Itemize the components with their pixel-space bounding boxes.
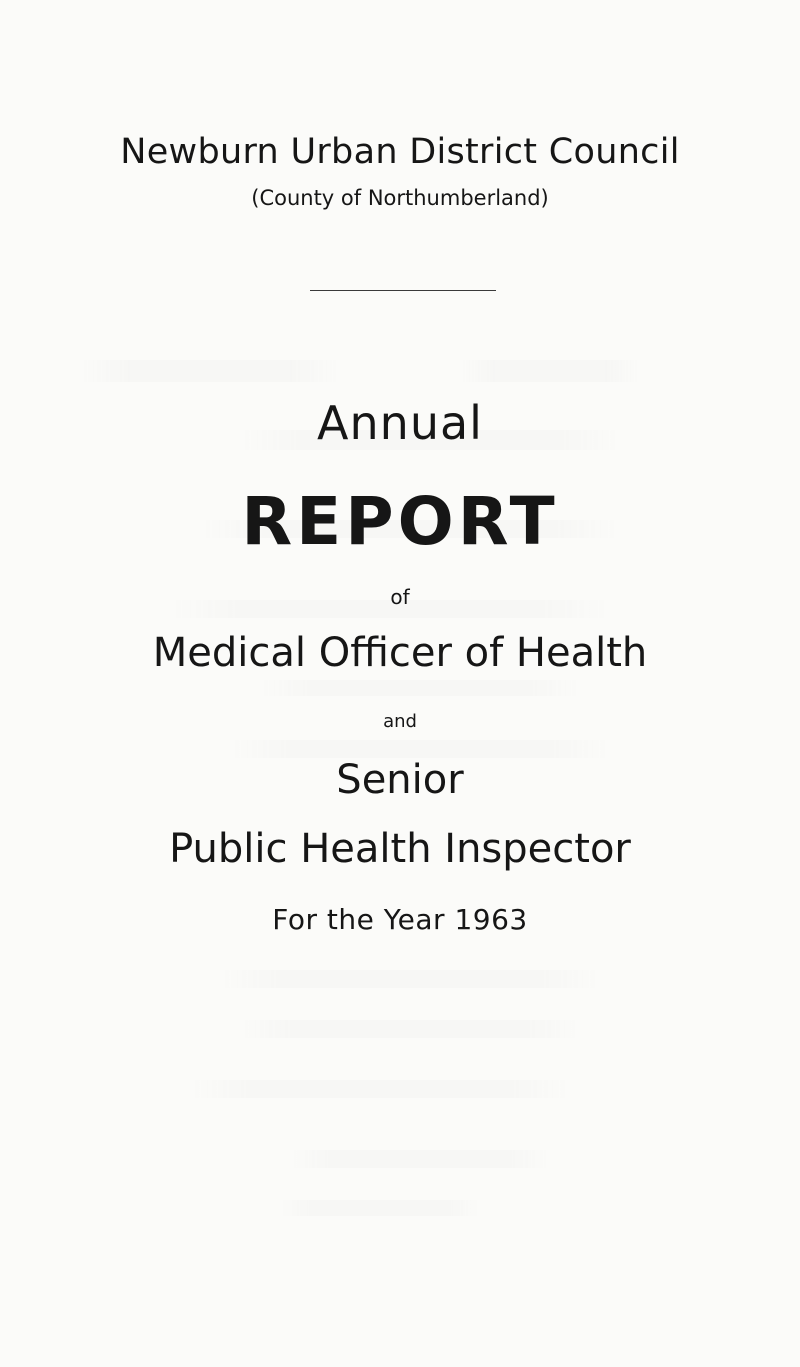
report-heading: REPORT [241, 483, 559, 560]
of-connector: of [390, 585, 410, 609]
public-health-inspector-heading: Public Health Inspector [169, 826, 631, 872]
senior-heading: Senior [336, 757, 464, 803]
council-name: Newburn Urban District Council [120, 132, 680, 172]
report-year: For the Year 1963 [272, 903, 528, 936]
medical-officer-heading: Medical Officer of Health [152, 630, 648, 676]
divider-rule [310, 290, 496, 291]
annual-heading: Annual [317, 396, 483, 450]
county-name: (County of Northumberland) [251, 186, 549, 210]
and-connector: and [383, 711, 417, 732]
